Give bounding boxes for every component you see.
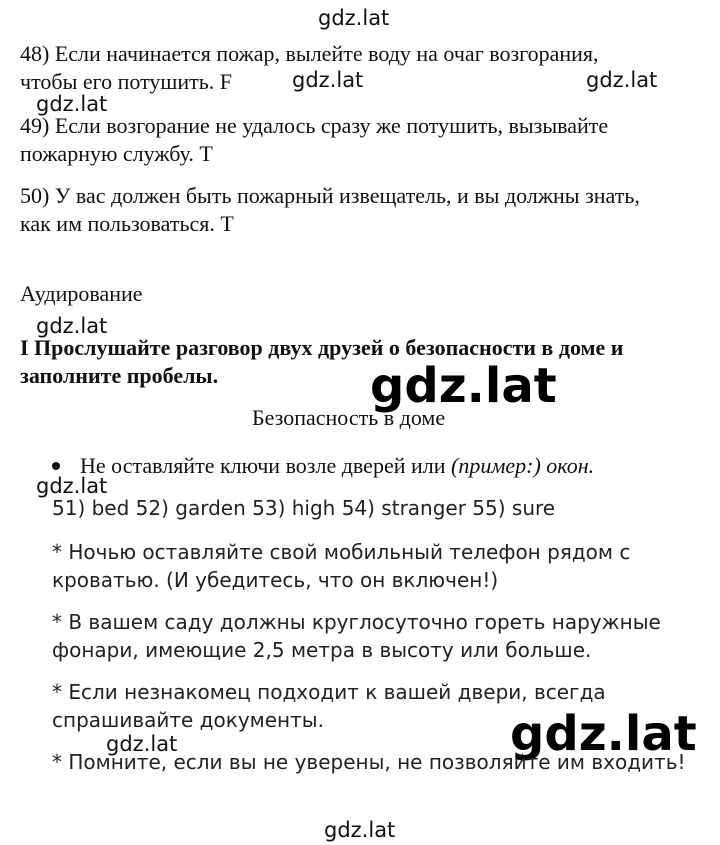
section-subtitle: Безопасность в доме xyxy=(252,405,446,430)
note-3-line2: спрашивайте документы. xyxy=(52,708,324,732)
answers-line: 51) bed 52) garden 53) high 54) stranger 55) sure xyxy=(52,496,556,520)
note-2-line1: * В вашем саду должны круглосуточно гореть наружные xyxy=(52,610,661,634)
question-50-line2: как им пользоваться. T xyxy=(20,211,234,236)
watermark: gdz.lat xyxy=(36,314,108,338)
note-2-line2: фонари, имеющие 2,5 метра в высоту или больше. xyxy=(52,638,592,662)
task-instruction-line2: заполните пробелы. xyxy=(20,363,219,388)
question-49-line1: 49) Если возгорание не удалось сразу же потушить, вызывайте xyxy=(20,113,609,138)
watermark: gdz.lat xyxy=(292,68,364,92)
watermark-large: gdz.lat xyxy=(370,358,557,414)
note-1-line1: * Ночью оставляйте свой мобильный телефон рядом с xyxy=(52,540,631,564)
watermark: gdz.lat xyxy=(324,818,396,842)
watermark: gdz.lat xyxy=(36,92,108,116)
section-title: Аудирование xyxy=(20,281,143,306)
watermark-large: gdz.lat xyxy=(510,706,697,762)
bullet-text-example: (пример:) окон. xyxy=(451,453,595,478)
watermark: gdz.lat xyxy=(318,6,390,30)
watermark: gdz.lat xyxy=(586,68,658,92)
bullet-dot xyxy=(52,462,60,470)
watermark: gdz.lat xyxy=(106,732,178,756)
watermark: gdz.lat xyxy=(36,474,108,498)
question-50-line1: 50) У вас должен быть пожарный извещатель, и вы должны знать, xyxy=(20,183,640,208)
note-4-line1: * Помните, если вы не уверены, не позволяйте им входить! xyxy=(52,750,686,774)
bullet-text xyxy=(80,452,594,480)
task-instruction-line1: I Прослушайте разговор двух друзей о безопасности в доме и xyxy=(20,335,624,360)
question-48-line2: чтобы его потушить. F xyxy=(20,69,233,94)
bullet-text-normal: Не оставляйте ключи возле дверей или xyxy=(80,453,452,478)
note-1-line2: кроватью. (И убедитесь, что он включен!) xyxy=(52,568,499,592)
question-48-line1: 48) Если начинается пожар, вылейте воду на очаг возгорания, xyxy=(20,41,599,66)
question-49-line2: пожарную службу. T xyxy=(20,141,213,166)
note-3-line1: * Если незнакомец подходит к вашей двери, всегда xyxy=(52,680,606,704)
